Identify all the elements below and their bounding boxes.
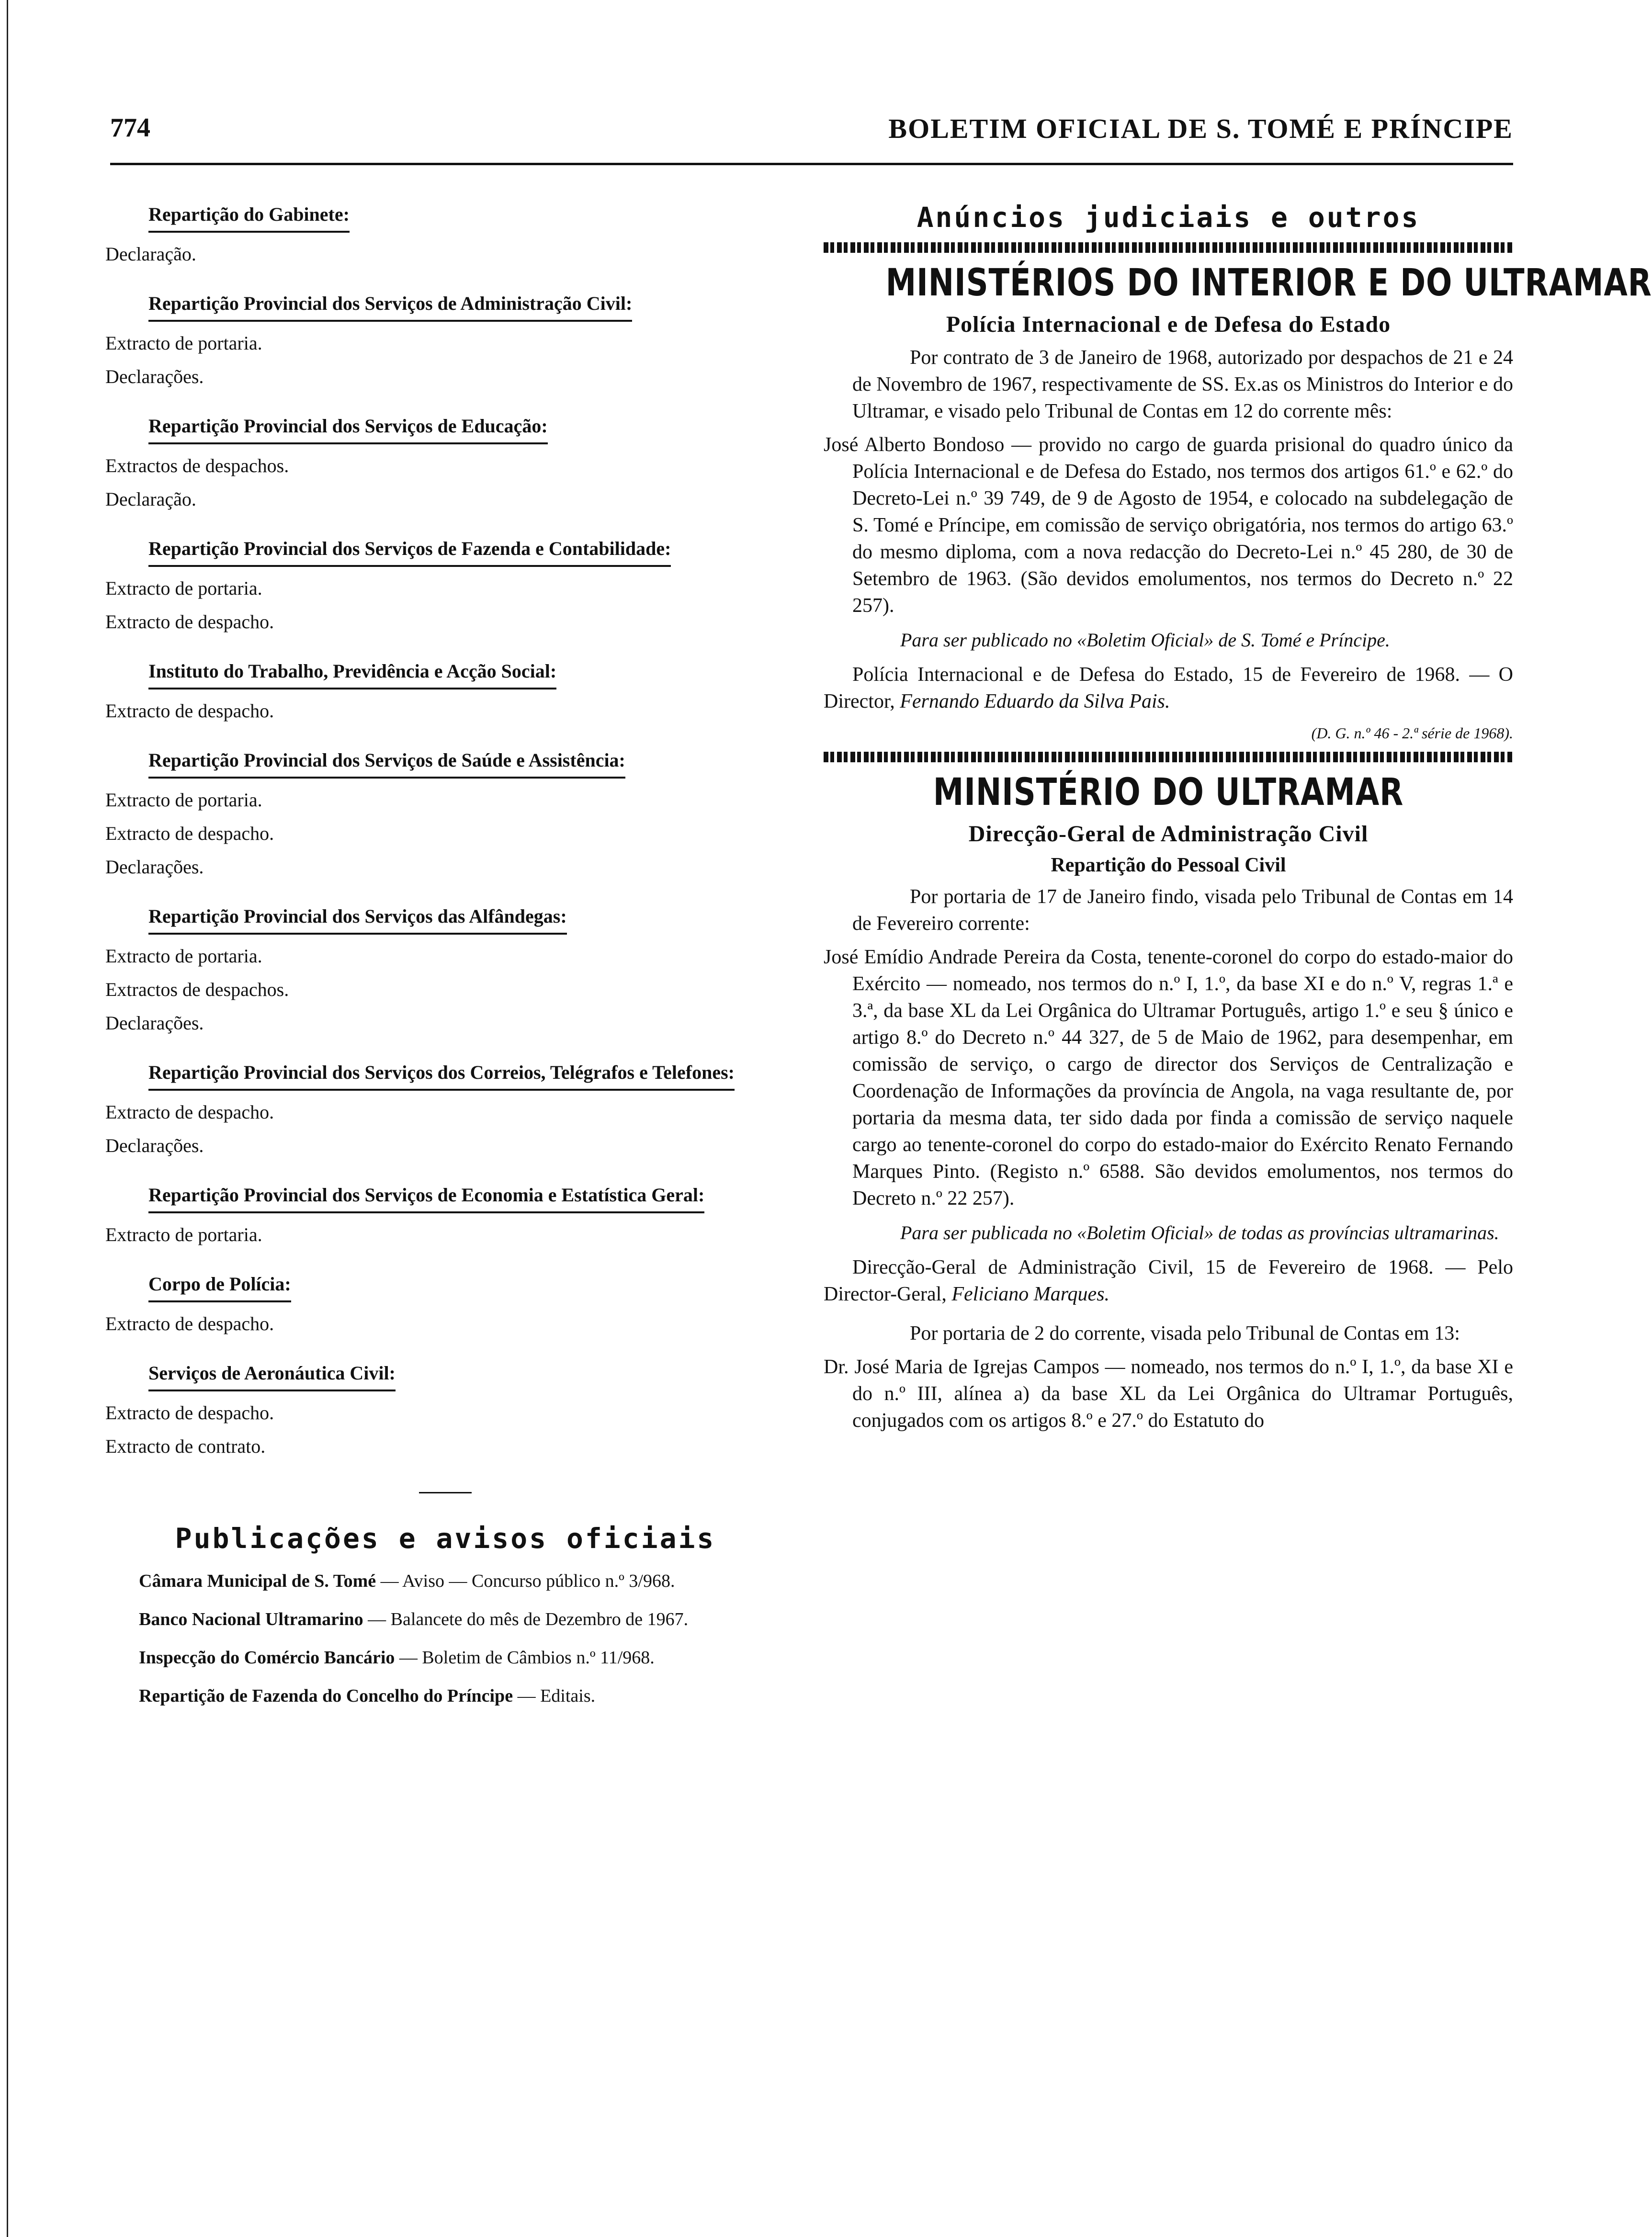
department-heading: Serviços de Aeronáutica Civil: bbox=[148, 1360, 396, 1391]
department-item: Extractos de despachos. bbox=[105, 979, 289, 1000]
publication-text: — Balancete do mês de Dezembro de 1967. bbox=[363, 1609, 689, 1629]
department-heading: Corpo de Polícia: bbox=[148, 1271, 291, 1302]
department-block bbox=[101, 1040, 790, 1163]
publication-entity: Repartição de Fazenda do Concelho do Príncipe bbox=[139, 1686, 513, 1706]
department-item: Extracto de despacho. bbox=[105, 700, 274, 722]
publications-title: Publicações e avisos oficiais bbox=[175, 1522, 716, 1555]
publication-entry bbox=[139, 1684, 790, 1708]
department-block bbox=[101, 728, 790, 884]
notice-intro: Por contrato de 3 de Janeiro de 1968, autorizado por despachos de 21 e 24 de Novembro de 1967, respectivamente de SS. Ex.as os Ministros do Interior e do Ultramar, e visado pelo Tribunal de Contas em 12 do corrente mês: bbox=[852, 347, 1513, 422]
signatory-name: Fernando Eduardo da Silva Pais. bbox=[900, 690, 1170, 712]
publication-text: — Boletim de Câmbios n.º 11/968. bbox=[395, 1648, 655, 1668]
department-block bbox=[101, 516, 790, 639]
publication-entity: Câmara Municipal de S. Tomé bbox=[139, 1571, 376, 1591]
department-item: Declarações. bbox=[105, 1012, 204, 1034]
department-block bbox=[101, 1163, 790, 1252]
header-rule bbox=[110, 163, 1513, 165]
publication-note: Para ser publicado no «Boletim Oficial» de S. Tomé e Príncipe. bbox=[900, 629, 1390, 651]
page-edge-line bbox=[7, 0, 8, 2237]
ministry-heading: MINISTÉRIO DO ULTRAMAR bbox=[933, 771, 1404, 814]
sub-agency-heading: Repartição do Pessoal Civil bbox=[1051, 854, 1286, 876]
department-item: Extracto de despacho. bbox=[105, 823, 274, 844]
department-heading: Repartição Provincial dos Serviços de Economia e Estatística Geral: bbox=[148, 1182, 704, 1213]
department-item: Declaração. bbox=[105, 243, 196, 265]
department-block bbox=[101, 1252, 790, 1341]
journal-title: BOLETIM OFICIAL DE S. TOMÉ E PRÍNCIPE bbox=[888, 113, 1513, 144]
department-item: Declarações. bbox=[105, 1135, 204, 1156]
left-column bbox=[101, 201, 790, 1708]
signatory-name: Feliciano Marques. bbox=[951, 1283, 1110, 1305]
publication-entity: Banco Nacional Ultramarino bbox=[139, 1609, 363, 1629]
department-item: Declaração. bbox=[105, 488, 196, 510]
department-heading: Repartição Provincial dos Serviços dos Correios, Telégrafos e Telefones: bbox=[148, 1059, 735, 1091]
department-item: Extracto de portaria. bbox=[105, 577, 262, 599]
publication-entry bbox=[139, 1607, 790, 1631]
publication-entry bbox=[139, 1569, 790, 1593]
department-item: Extracto de portaria. bbox=[105, 789, 262, 811]
department-heading: Instituto do Trabalho, Previdência e Acção Social: bbox=[148, 658, 556, 689]
department-item: Extracto de portaria. bbox=[105, 1224, 262, 1245]
notice-body: José Alberto Bondoso — provido no cargo de guarda prisional do quadro único da Polícia Internacional e de Defesa do Estado, nos termos dos artigos 61.º e 62.º do Decreto-Lei n.º 39 749, de 9 de Agosto de 1954, e colocado na subdelegação de S. Tomé e Príncipe, em comissão de serviço obrigatória, nos termos do artigo 63.º do mesmo diploma, com a nova redacção do Decreto-Lei n.º 45 280, de 30 de Setembro de 1963. (São devidos emolumentos, nos termos do Decreto n.º 22 257). bbox=[824, 434, 1513, 617]
publication-entity: Inspecção do Comércio Bancário bbox=[139, 1648, 395, 1668]
publication-entry bbox=[139, 1646, 790, 1670]
department-heading: Repartição Provincial dos Serviços das Alfândegas: bbox=[148, 903, 567, 935]
ornamental-rule bbox=[824, 242, 1513, 253]
department-block bbox=[101, 394, 790, 516]
notice-signoff bbox=[824, 1254, 1513, 1308]
department-item: Declarações. bbox=[105, 856, 204, 878]
department-item: Extracto de portaria. bbox=[105, 945, 262, 967]
page-number: 774 bbox=[110, 113, 150, 143]
signoff-text: Direcção-Geral de Administração Civil, 15 de Fevereiro de 1968. — Pelo Director-Geral, bbox=[824, 1256, 1513, 1305]
department-block bbox=[101, 884, 790, 1040]
department-item: Extracto de portaria. bbox=[105, 332, 262, 354]
publication-note: Para ser publicada no «Boletim Oficial» de todas as províncias ultramarinas. bbox=[900, 1222, 1499, 1243]
department-item: Extracto de contrato. bbox=[105, 1435, 266, 1457]
department-item: Extracto de despacho. bbox=[105, 611, 274, 633]
department-heading: Repartição Provincial dos Serviços de Fazenda e Contabilidade: bbox=[148, 535, 671, 567]
publication-text: — Editais. bbox=[513, 1686, 596, 1706]
gazette-reference: (D. G. n.º 46 - 2.ª série de 1968). bbox=[1311, 724, 1513, 742]
right-column bbox=[824, 201, 1652, 1434]
notice-signoff bbox=[824, 661, 1513, 715]
department-block bbox=[101, 201, 790, 271]
notice-body: Dr. José Maria de Igrejas Campos — nomeado, nos termos do n.º I, 1.º, da base XI e do n.º III, alínea a) da base XL da Lei Orgânica do Ultramar Português, conjugados com os artigos 8.º e 27.º do Estatuto do bbox=[824, 1356, 1513, 1432]
department-item: Declarações. bbox=[105, 366, 204, 387]
section-divider bbox=[419, 1492, 472, 1493]
notice-intro: Por portaria de 17 de Janeiro findo, visada pelo Tribunal de Contas em 14 de Fevereiro corrente: bbox=[852, 886, 1513, 935]
notice-body: José Emídio Andrade Pereira da Costa, tenente-coronel do corpo do estado-maior do Exército — nomeado, nos termos do n.º I, 1.º, da base XI e do n.º V, regras 1.ª e 3.ª, da base XL da Lei Orgânica do Ultramar Português, artigo 1.º e seu § único e artigo 8.º do Decreto n.º 44 327, de 5 de Maio de 1962, para desempenhar, em comissão de serviço, o cargo de director dos Serviços de Centralização e Coordenação de Informações da província de Angola, na vaga resultante de, por portaria da mesma data, ter sido dada por finda a comissão de serviço naquele cargo ao tenente-coronel do corpo do estado-maior do Exército Renato Fernando Marques Pinto. (Registo n.º 6588. São devidos emolumentos, nos termos do Decreto n.º 22 257). bbox=[824, 946, 1513, 1209]
department-item: Extracto de despacho. bbox=[105, 1402, 274, 1424]
department-item: Extracto de despacho. bbox=[105, 1313, 274, 1334]
agency-heading: Polícia Internacional e de Defesa do Estado bbox=[946, 312, 1391, 337]
department-heading: Repartição do Gabinete: bbox=[148, 201, 350, 233]
notice-intro: Por portaria de 2 do corrente, visada pelo Tribunal de Contas em 13: bbox=[910, 1322, 1460, 1344]
ministry-heading: MINISTÉRIOS DO INTERIOR E DO ULTRAMAR bbox=[885, 261, 1652, 305]
agency-heading: Direcção-Geral de Administração Civil bbox=[968, 821, 1369, 847]
signoff-text: Polícia Internacional e de Defesa do Estado, 15 de Fevereiro de 1968. — O Director, bbox=[824, 664, 1513, 712]
department-block bbox=[101, 639, 790, 728]
ornamental-rule bbox=[824, 752, 1513, 762]
department-heading: Repartição Provincial dos Serviços de Educação: bbox=[148, 413, 548, 444]
publication-text: — Aviso — Concurso público n.º 3/968. bbox=[376, 1571, 675, 1591]
announcements-title: Anúncios judiciais e outros bbox=[917, 201, 1420, 234]
department-block bbox=[101, 271, 790, 394]
department-heading: Repartição Provincial dos Serviços de Saúde e Assistência: bbox=[148, 747, 625, 779]
department-item: Extracto de despacho. bbox=[105, 1101, 274, 1123]
page-header bbox=[110, 113, 1513, 151]
department-heading: Repartição Provincial dos Serviços de Administração Civil: bbox=[148, 290, 632, 322]
department-item: Extractos de despachos. bbox=[105, 455, 289, 476]
department-block bbox=[101, 1341, 790, 1463]
